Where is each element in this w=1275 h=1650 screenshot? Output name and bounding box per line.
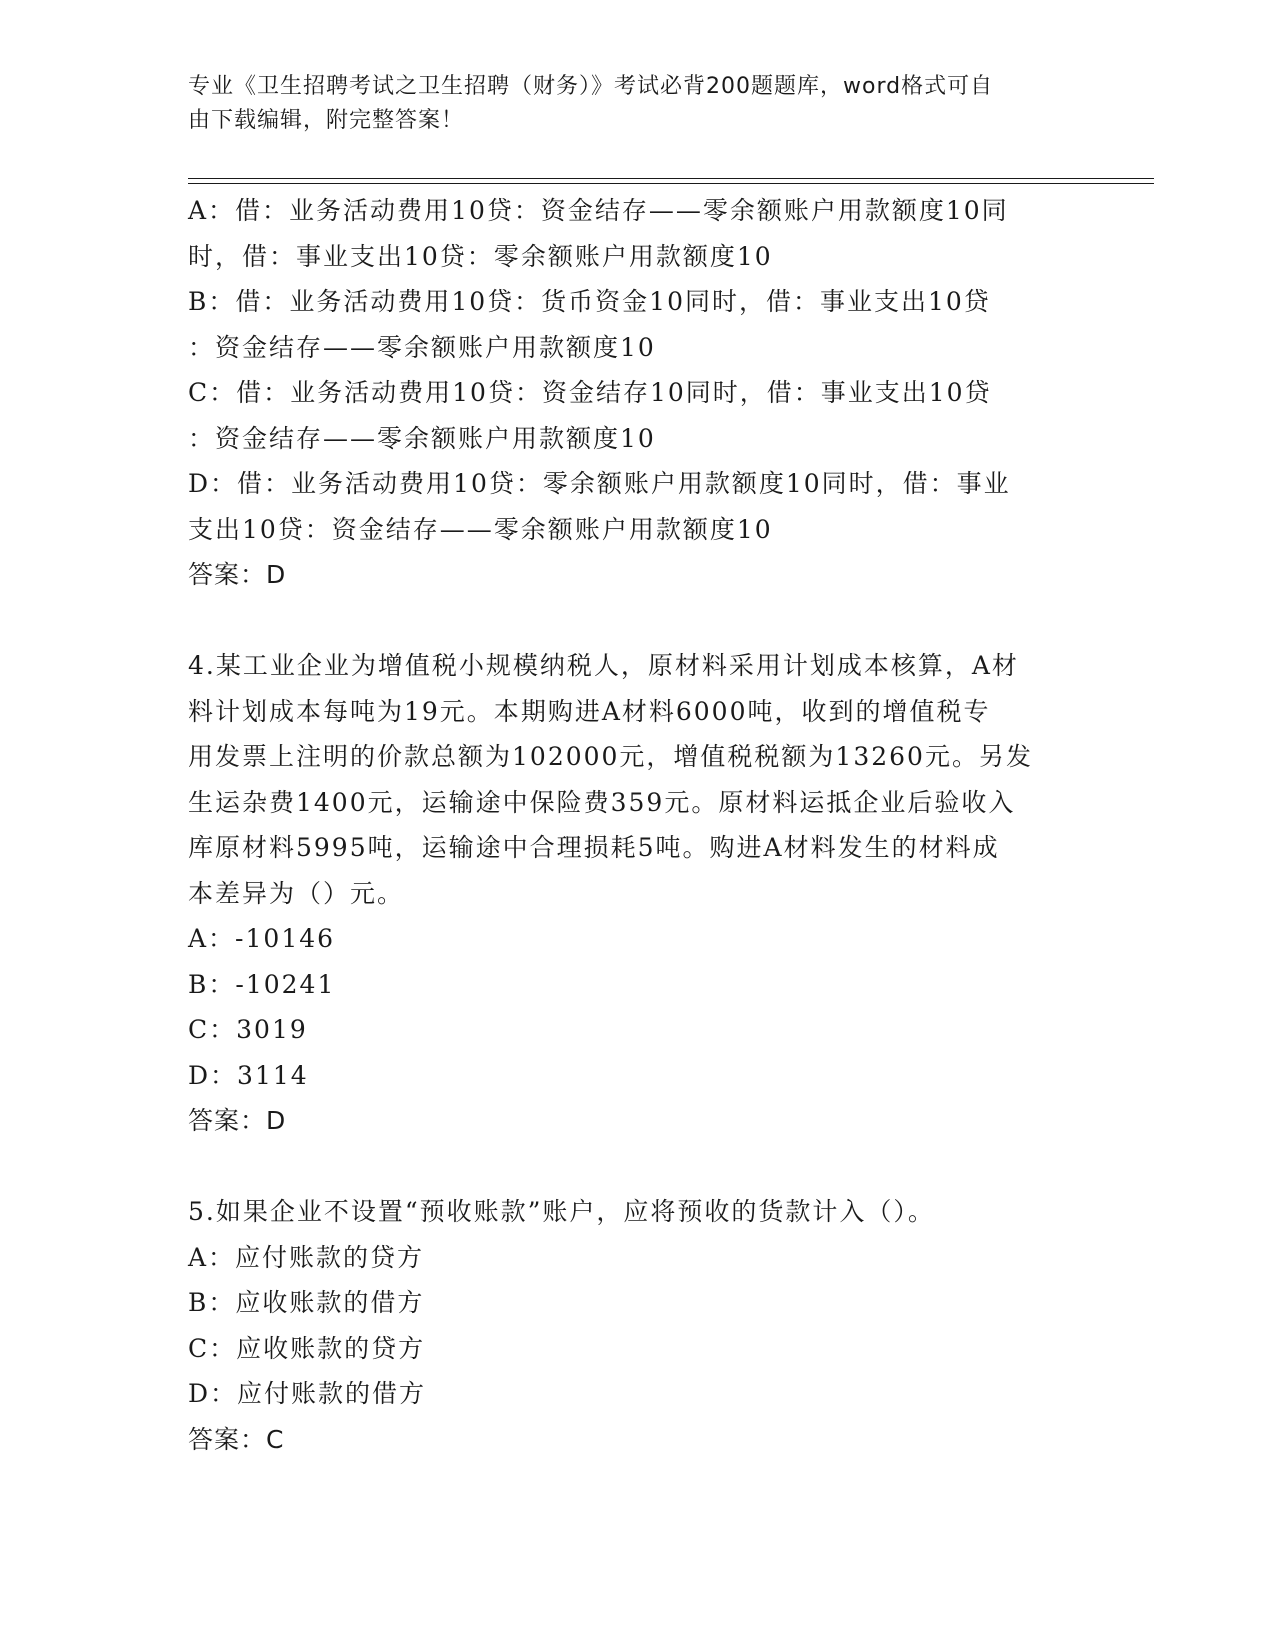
option-c-line-1: C：借：业务活动费用10贷：资金结存10同时，借：事业支出10贷 <box>188 378 992 407</box>
answer-label: 答案：C <box>188 1424 285 1454</box>
option-b: B：应收账款的借方 <box>188 1288 425 1317</box>
answer-label: 答案：D <box>188 1106 287 1135</box>
question-4 <box>188 643 1088 1144</box>
question-stem-line: 生运杂费1400元，运输途中保险费359元。原材料运抵企业后验收入 <box>188 787 1016 817</box>
document-body <box>188 188 1088 1462</box>
question-stem-line: 料计划成本每吨为19元。本期购进A材料6000吨，收到的增值税专 <box>188 696 991 726</box>
option-b: B：-10241 <box>188 969 336 999</box>
option-d-line-1: D：借：业务活动费用10贷：零余额账户用款额度10同时，借：事业 <box>188 469 1011 498</box>
option-d-line-2: 支出10贷：资金结存——零余额账户用款额度10 <box>188 514 773 544</box>
option-c: C：应收账款的贷方 <box>188 1333 426 1363</box>
header-rule-top <box>188 178 1154 179</box>
question-stem-line: 4.某工业企业为增值税小规模纳税人，原材料采用计划成本核算，A材 <box>188 651 1019 680</box>
option-c: C：3019 <box>188 1015 308 1044</box>
option-c-line-2: ：资金结存——零余额账户用款额度10 <box>188 423 656 453</box>
header-line-1: 专业《卫生招聘考试之卫生招聘（财务）》考试必背200题题库，word格式可自 <box>188 74 994 99</box>
option-a-line-1: A：借：业务活动费用10贷：资金结存——零余额账户用款额度10同 <box>188 196 1009 225</box>
option-d: D：应付账款的借方 <box>188 1379 427 1408</box>
header-line-2: 由下载编辑，附完整答案！ <box>188 108 465 133</box>
header-rule-bottom <box>188 183 1154 184</box>
option-d: D：3114 <box>188 1060 309 1090</box>
question-stem-line: 5.如果企业不设置“预收账款”账户，应将预收的货款计入（）。 <box>188 1197 935 1226</box>
question-stem-line: 用发票上注明的价款总额为102000元，增值税税额为13260元。另发 <box>188 742 1033 771</box>
spacer <box>188 598 1088 644</box>
question-stem-line: 库原材料5995吨，运输途中合理损耗5吨。购进A材料发生的材料成 <box>188 833 1000 862</box>
option-a-line-2: 时，借：事业支出10贷：零余额账户用款额度10 <box>188 241 773 271</box>
question-3 <box>188 188 1088 598</box>
option-b-line-2: ：资金结存——零余额账户用款额度10 <box>188 332 656 362</box>
spacer <box>188 1144 1088 1190</box>
option-b-line-1: B：借：业务活动费用10贷：货币资金10同时，借：事业支出10贷 <box>188 287 991 316</box>
document-header <box>188 70 1068 138</box>
answer-label: 答案：D <box>188 560 287 589</box>
question-5 <box>188 1189 1088 1462</box>
option-a: A：-10146 <box>188 924 336 953</box>
question-stem-line: 本差异为（）元。 <box>188 878 405 908</box>
option-a: A：应付账款的贷方 <box>188 1242 425 1272</box>
